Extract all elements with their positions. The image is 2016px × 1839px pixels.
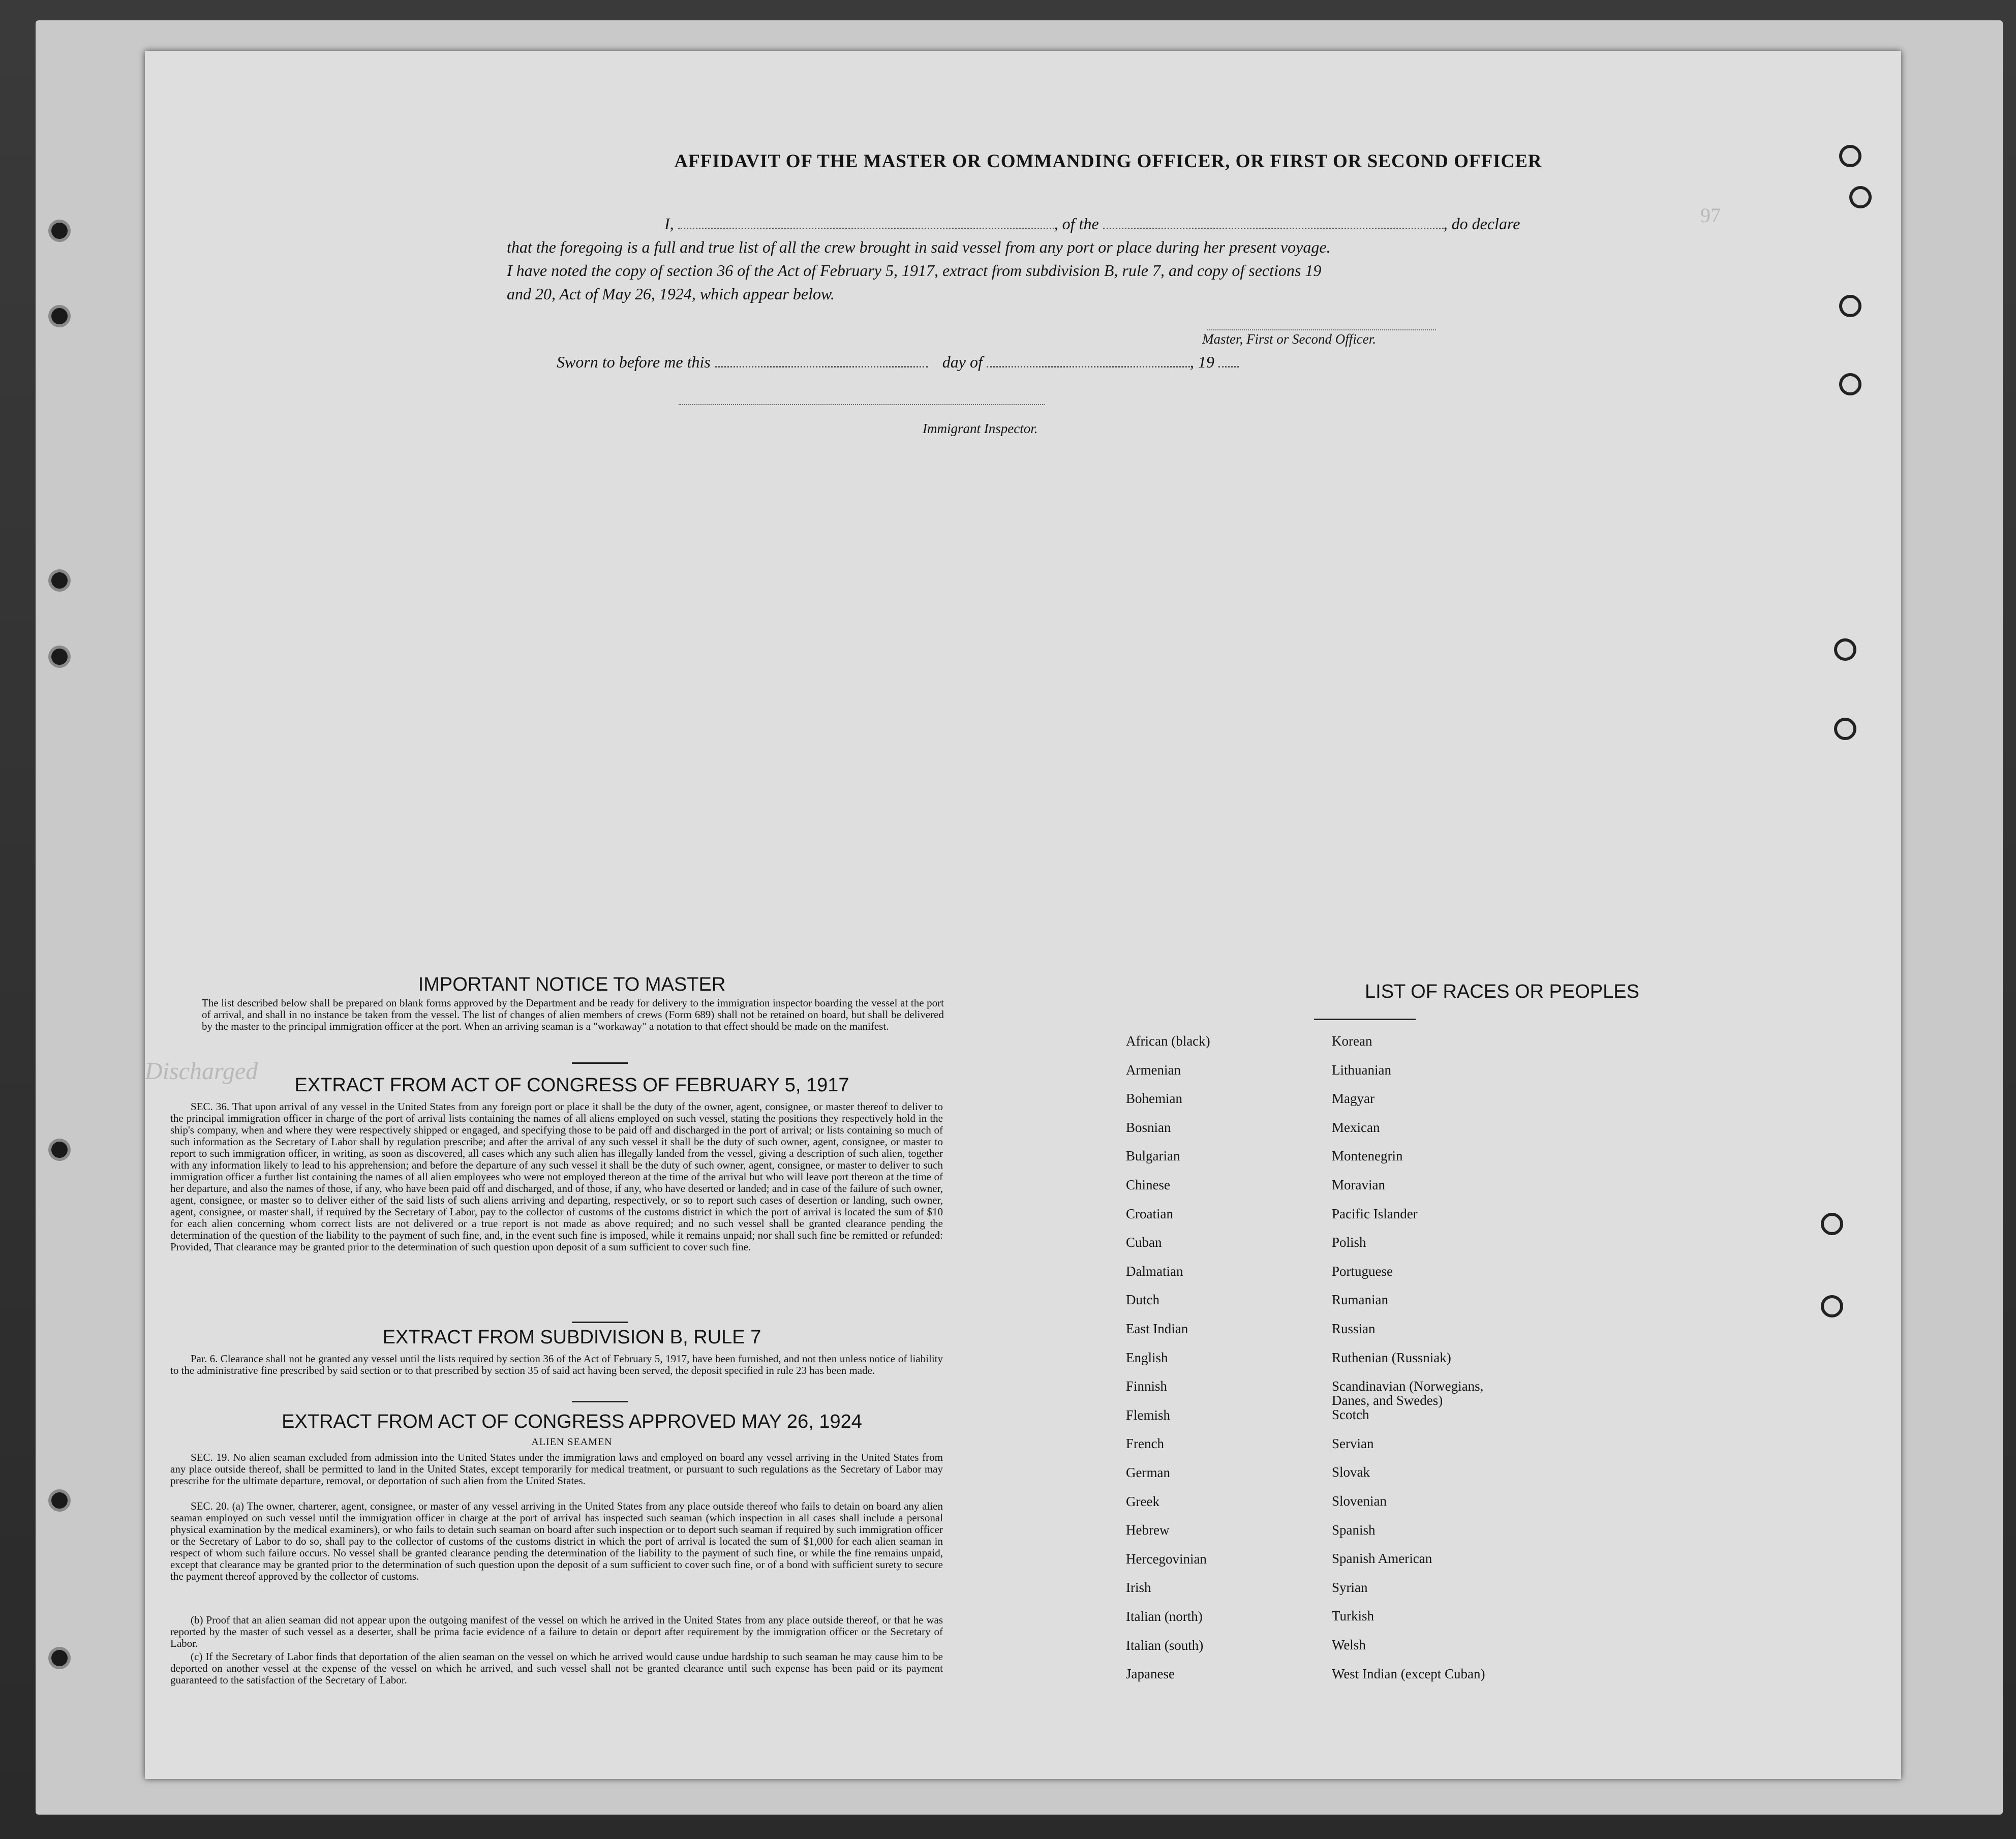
- race-item: German: [1126, 1465, 1170, 1480]
- binder-hole: [48, 1647, 71, 1669]
- race-item: Slovenian: [1332, 1493, 1387, 1509]
- races-left-column: [1126, 1033, 1339, 1745]
- bleed-through-discharged: Discharged: [145, 1058, 258, 1085]
- divider: [572, 1062, 628, 1064]
- affidavit-line-2: that the foregoing is a full and true list of all the crew brought in said vessel from any port or place during her present voyage.: [507, 238, 1331, 256]
- notice-title: IMPORTANT NOTICE TO MASTER: [418, 974, 726, 995]
- declarant-prefix: I,: [664, 214, 674, 233]
- extract-1924-sec20b: (b) Proof that an alien seaman did not appear upon the outgoing manifest of the vessel on which he arrived in the United States from any place outside thereof, or that he was reported by the master of such vessel as a deserter, shall be prima facie evidence of a failure to detain or deport after requirement by the immigration officer or the Secretary of Labor.: [170, 1614, 943, 1649]
- declarant-name-field[interactable]: [678, 228, 1054, 229]
- affidavit-line-4: and 20, Act of May 26, 1924, which appear below.: [507, 285, 835, 303]
- manifest-page: [145, 51, 1901, 1779]
- vessel-name-field[interactable]: [1103, 228, 1444, 229]
- race-item: Croatian: [1126, 1206, 1173, 1221]
- race-item: Finnish: [1126, 1378, 1168, 1394]
- race-item: Servian: [1332, 1436, 1374, 1451]
- race-item: Slovak: [1332, 1464, 1370, 1480]
- sworn-line: [557, 351, 1421, 373]
- inspector-signature-line[interactable]: [679, 404, 1045, 405]
- race-item: Lithuanian: [1332, 1062, 1391, 1078]
- race-item: Greek: [1126, 1494, 1159, 1509]
- divider: [1314, 1019, 1416, 1020]
- race-item: African (black): [1126, 1033, 1210, 1049]
- race-item: Polish: [1332, 1235, 1366, 1250]
- extract-1924-sec20a: SEC. 20. (a) The owner, charterer, agent, consignee, or master of any vessel arriving in the United States from any place outside thereof who fails to detain on board any alien seaman employed on such vessel until the immigration officer in charge at the port of arrival has inspected such seaman (which inspection in all cases shall include a personal physical examination by the medical examiners), or who fails to detain such seaman on board after such inspection or to deport such seaman if required by such immigration officer or the Secretary of Labor to do so, shall pay to the collector of customs of the customs district in which the port of arrival is located the sum of $1,000 for each alien seaman in respect of whom such failure occurs. No vessel shall be granted clearance pending the determination of the liability to the payment of such fine, or while the fine remains unpaid, except that clearance may be granted prior to the determination of such question upon the deposit of a sum sufficient to cover such fine, or of a bond with sufficient surety to secure the payment thereof approved by the collector of customs.: [170, 1500, 943, 1582]
- race-item: Portuguese: [1332, 1263, 1393, 1279]
- binder-hole: [1821, 1295, 1843, 1317]
- binder-hole: [48, 569, 71, 592]
- divider: [572, 1401, 628, 1402]
- race-item: Montenegrin: [1332, 1148, 1403, 1164]
- race-item: French: [1126, 1436, 1164, 1451]
- race-item: Turkish: [1332, 1608, 1374, 1623]
- race-item: Russian: [1332, 1321, 1376, 1336]
- race-item: Ruthenian (Russniak): [1332, 1350, 1451, 1365]
- race-item: Bosnian: [1126, 1120, 1171, 1135]
- binder-hole: [1834, 718, 1856, 740]
- race-item: Welsh: [1332, 1637, 1366, 1652]
- race-item: Rumanian: [1332, 1292, 1388, 1308]
- race-item: Danes, and Swedes): [1332, 1393, 1443, 1408]
- binder-hole: [48, 220, 71, 242]
- extract-1924-sec19: SEC. 19. No alien seaman excluded from admission into the United States under the immigration laws and employed on board any vessel arriving in the United States from any place outside thereof, shall be permitted to land in the United States, except temporarily for medical treatment, or pursuant to such regulations as the Secretary of Labor may prescribe for the ultimate departure, removal, or deportation of such alien from the United States.: [170, 1451, 943, 1487]
- race-item: West Indian (except Cuban): [1332, 1666, 1485, 1681]
- race-item: Armenian: [1126, 1062, 1181, 1078]
- binder-hole: [48, 1489, 71, 1512]
- vessel-prefix: , of the: [1054, 214, 1099, 233]
- notice-body: The list described below shall be prepared on blank forms approved by the Department and be ready for delivery to the immigration inspector boarding the vessel at the port of arrival, and shall in no instance be taken from the vessel. The list of changes of alien members of crews (Form 689) shall not be retained on board, but shall be delivered by the master to the principal immigration officer at the port. When an arriving seaman is a "workaway" a notation to that effect should be made on the manifest.: [202, 997, 944, 1032]
- race-item: Flemish: [1126, 1407, 1171, 1423]
- extract-1924-subtitle: ALIEN SEAMEN: [531, 1436, 613, 1448]
- race-item: Dalmatian: [1126, 1264, 1183, 1279]
- inspector-signature-label: Immigrant Inspector.: [923, 421, 1038, 436]
- race-item: Cuban: [1126, 1235, 1162, 1250]
- extract-1917-body: SEC. 36. That upon arrival of any vessel in the United States from any foreign port or place it shall be the duty of the owner, agent, consignee, or master thereof to deliver to the principal immigration officer in charge of the port of arrival lists containing the names of all aliens employed on such vessel, stating the positions they respectively hold in the ship's company, when and where they were respectively shipped or engaged, and specifying those to be paid off and discharged in the port of arrival; or lists containing so much of such information as the Secretary of Labor shall by regulation prescribe; and after the arrival of any such vessel it shall be the duty of such owner, agent, consignee, or master to report to such immigration officer, in writing, as soon as discovered, all cases which any such alien has illegally landed from the vessel, giving a description of such alien, together with any information likely to lead to his apprehension; and before the departure of any such vessel it shall be the duty of such owner, agent, consignee, or master to deliver to such immigration officer a further list containing the names of all alien employees who were not employed thereon at the time of the arrival but who will leave port thereon at the time of her departure, and also the names of those, if any, who have been paid off and discharged, and of those, if any, who have deserted or landed; and in case of the failure of such owner, agent, consignee, or master so to deliver either of the said lists of such aliens arriving and departing, respectively, or so to report such cases of desertion or landing, such owner, agent, consignee, or master shall, if required by the Secretary of Labor, pay to the collector of customs of the customs district in which the port of arrival is located the sum of $10 for each alien concerning whom correct lists are not delivered or a true report is not made as above required; and no such vessel shall be granted clearance pending the determination of the question of the liability to the payment of such fine, and, in the event such fine is imposed, while it remains unpaid; nor shall such fine be remitted or refunded: Provided, That clearance may be granted prior to the determination of such question upon deposit of a sum sufficient to cover such fine.: [170, 1100, 943, 1253]
- sworn-day-field[interactable]: [715, 366, 928, 367]
- binder-hole: [1839, 295, 1861, 317]
- binder-hole: [1839, 145, 1861, 167]
- race-item: Spanish: [1332, 1522, 1376, 1538]
- rule7-title: EXTRACT FROM SUBDIVISION B, RULE 7: [382, 1327, 761, 1348]
- binder-hole: [1821, 1213, 1843, 1235]
- race-item: Spanish American: [1332, 1551, 1432, 1566]
- race-item: East Indian: [1126, 1321, 1188, 1336]
- races-title: LIST OF RACES OR PEOPLES: [1365, 981, 1639, 1002]
- extract-1924-sec20c: (c) If the Secretary of Labor finds that deportation of the alien seaman on the vessel on which he arrived would cause undue hardship to such seaman he may cause him to be deported on another vessel at the expense of the vessel on which he arrived, and such vessel shall not be granted clearance until such expense has been paid or its payment guaranteed to the satisfaction of the Secretary of Labor.: [170, 1650, 943, 1686]
- race-item: Pacific Islander: [1332, 1206, 1418, 1221]
- race-item: Bulgarian: [1126, 1148, 1180, 1163]
- extract-1917-title: EXTRACT FROM ACT OF CONGRESS OF FEBRUARY 5, 1917: [294, 1075, 849, 1096]
- race-item: Korean: [1332, 1033, 1372, 1049]
- bleed-through-form-number: 97: [1700, 204, 1721, 227]
- races-right-column: [1332, 1033, 1586, 1745]
- race-item: Scandinavian (Norwegians,: [1332, 1378, 1484, 1394]
- affidavit-line-3: I have noted the copy of section 36 of the Act of February 5, 1917, extract from subdivision B, rule 7, and copy of sections 19: [507, 261, 1322, 280]
- race-item: Italian (north): [1126, 1609, 1203, 1624]
- affidavit-declaration-line: [517, 212, 1625, 235]
- race-item: Japanese: [1126, 1666, 1175, 1681]
- race-item: English: [1126, 1350, 1168, 1365]
- race-item: Chinese: [1126, 1177, 1170, 1192]
- race-item: Hercegovinian: [1126, 1551, 1207, 1567]
- sworn-year-field[interactable]: [1218, 366, 1239, 367]
- sworn-month-field[interactable]: [987, 366, 1190, 367]
- sworn-prefix: Sworn to before me this: [557, 353, 711, 371]
- rule7-body: Par. 6. Clearance shall not be granted any vessel until the lists required by section 36 of the Act of February 5, 1917, have been furnished, and not then unless notice of liability to the administrative fine prescribed by said section or to that prescribed by section 35 of said act having been served, the deposit specified in rule 23 has been made.: [170, 1353, 943, 1376]
- race-item: Irish: [1126, 1580, 1151, 1595]
- race-item: Mexican: [1332, 1119, 1380, 1135]
- race-item: Italian (south): [1126, 1638, 1204, 1653]
- divider: [572, 1322, 628, 1323]
- binder-hole: [1834, 638, 1856, 661]
- extract-1924-title: EXTRACT FROM ACT OF CONGRESS APPROVED MAY 26, 1924: [282, 1411, 862, 1432]
- binder-hole: [48, 305, 71, 327]
- race-item: Syrian: [1332, 1580, 1368, 1595]
- day-of-text: day of: [942, 353, 983, 371]
- race-item: Bohemian: [1126, 1091, 1182, 1106]
- affidavit-title: AFFIDAVIT OF THE MASTER OR COMMANDING OFFICER, OR FIRST OR SECOND OFFICER: [674, 151, 1542, 172]
- binder-hole: [48, 1139, 71, 1161]
- race-item: Moravian: [1332, 1177, 1385, 1192]
- race-item: Magyar: [1332, 1091, 1374, 1107]
- binder-hole: [48, 646, 71, 668]
- race-item: Dutch: [1126, 1292, 1159, 1307]
- race-item: Hebrew: [1126, 1522, 1170, 1538]
- declare-text: , do declare: [1443, 214, 1520, 233]
- race-item: Scotch: [1332, 1407, 1369, 1422]
- officer-signature-line[interactable]: [1207, 329, 1436, 330]
- binder-hole: [1839, 373, 1861, 395]
- binder-hole: [1849, 186, 1872, 208]
- year-prefix: , 19: [1189, 353, 1214, 371]
- officer-signature-label: Master, First or Second Officer.: [1202, 331, 1376, 347]
